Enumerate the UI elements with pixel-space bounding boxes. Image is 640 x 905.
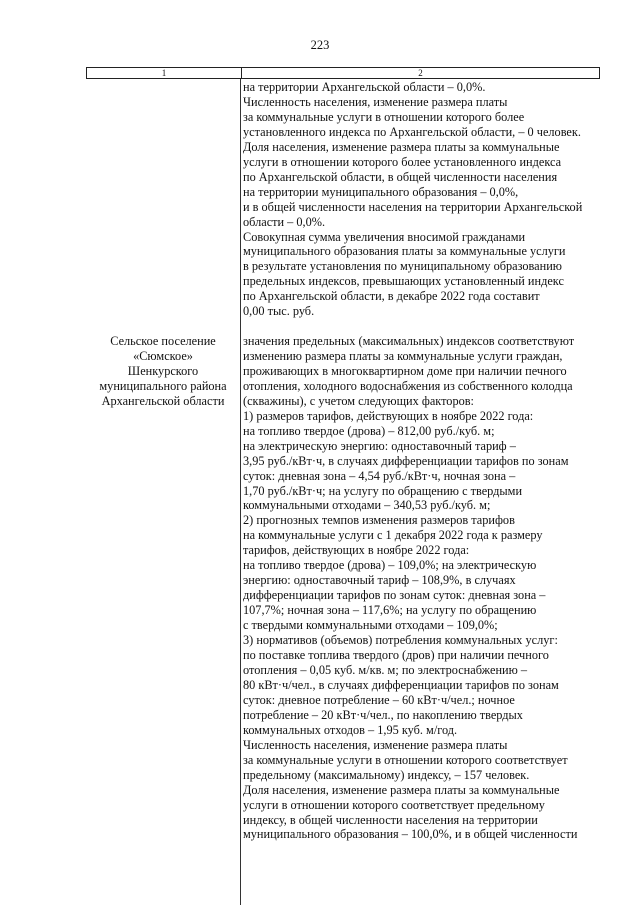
- text-line: энергию: одноставочный тариф – 108,9%, в случаях: [243, 573, 516, 588]
- text-line: тарифов, действующих в ноябре 2022 года:: [243, 543, 470, 558]
- text-line: предельных индексов, превышающих установленный индекс: [243, 274, 564, 289]
- text-line: 80 кВт·ч/чел., в случаях дифференциации тарифов по зонам: [243, 677, 559, 692]
- text-line: в результате установления по муниципальному образованию: [243, 259, 562, 274]
- text-line: 0,00 тыс. руб.: [243, 304, 315, 319]
- text-line: дифференциации тарифов по зонам суток: дневная зона –: [243, 588, 546, 603]
- column-divider: [240, 79, 241, 905]
- text-line: коммунальных отходов – 1,95 куб. м/год.: [243, 722, 458, 737]
- text-line: на территории Архангельской области – 0,0%.: [243, 80, 486, 94]
- text-line: за коммунальные услуги в отношении которого более: [243, 109, 525, 124]
- text-line: услуги в отношении которого более установленного индекса: [243, 154, 562, 169]
- text-line: муниципального района: [99, 379, 227, 394]
- text-line: «Сюмское»: [133, 349, 193, 364]
- text-line: на топливо твердое (дрова) – 812,00 руб./куб. м;: [243, 423, 495, 438]
- text-line: 1) размеров тарифов, действующих в ноябре 2022 года:: [243, 408, 534, 423]
- text-line: индексу, в общей численности населения на территории: [243, 812, 538, 827]
- text-line: с твердыми коммунальными отходами – 109,0%;: [243, 618, 498, 633]
- text-line: 1,70 руб./кВт·ч; на услугу по обращению с твердыми: [243, 483, 523, 498]
- text-line: (скважины), с учетом следующих факторов:: [243, 393, 474, 408]
- text-line: суток: дневное потребление – 60 кВт·ч/чел.; ночное: [243, 692, 515, 707]
- text-line: установленного индекса по Архангельской области, – 0 человек.: [243, 124, 581, 139]
- text-line: муниципального образования платы за коммунальные услуги: [243, 244, 566, 259]
- text-line: по Архангельской области, в декабре 2022 года составит: [243, 289, 540, 304]
- continued-text-block: [243, 80, 603, 319]
- text-line: суток: дневная зона – 4,54 руб./кВт·ч, ночная зона –: [243, 468, 516, 483]
- text-line: 3) нормативов (объемов) потребления коммунальных услуг:: [243, 633, 558, 648]
- text-line: изменению размера платы за коммунальные услуги граждан,: [243, 348, 563, 363]
- text-line: области – 0,0%.: [243, 214, 326, 229]
- text-line: предельному (максимальному) индексу, – 157 человек.: [243, 767, 530, 782]
- text-line: Архангельской области: [101, 394, 225, 409]
- index-description-block: [243, 334, 603, 842]
- text-line: на коммунальные услуги с 1 декабря 2022 года к размеру: [243, 528, 543, 543]
- text-line: отопления, холодного водоснабжения из собственного колодца: [243, 378, 573, 393]
- text-line: Шенкурского: [127, 364, 199, 379]
- municipality-name: [88, 334, 238, 409]
- text-line: Численность населения, изменение размера платы: [243, 737, 508, 752]
- text-line: 2) прогнозных темпов изменения размеров тарифов: [243, 513, 515, 528]
- text-line: проживающих в многоквартирном доме при наличии печного: [243, 363, 567, 378]
- text-line: коммунальными отходами – 340,53 руб./куб. м;: [243, 498, 491, 513]
- text-line: по поставке топлива твердого (дров) при наличии печного: [243, 648, 549, 663]
- column-header-2: 2: [418, 68, 423, 78]
- text-line: 107,7%; ночная зона – 117,6%; на услугу по обращению: [243, 603, 537, 618]
- text-line: на топливо твердое (дрова) – 109,0%; на электрическую: [243, 558, 537, 573]
- column-header-1: 1: [87, 68, 242, 78]
- text-line: Сельское поселение: [110, 334, 216, 348]
- text-line: Совокупная сумма увеличения вносимой гражданами: [243, 229, 526, 244]
- text-line: на электрическую энергию: одноставочный тариф –: [243, 438, 516, 453]
- text-line: и в общей численности населения на территории Архангельской: [243, 199, 583, 214]
- text-line: значения предельных (максимальных) индексов соответствуют: [243, 334, 575, 348]
- text-line: 3,95 руб./кВт·ч, в случаях дифференциации тарифов по зонам: [243, 453, 569, 468]
- text-line: Доля населения, изменение размера платы за коммунальные: [243, 139, 560, 154]
- table-column-header: [86, 67, 600, 79]
- text-line: за коммунальные услуги в отношении которого соответствует: [243, 752, 568, 767]
- text-line: на территории муниципального образования – 0,0%,: [243, 184, 519, 199]
- text-line: потребление – 20 кВт·ч/чел., по накоплению твердых: [243, 707, 523, 722]
- text-line: Численность населения, изменение размера платы: [243, 94, 508, 109]
- text-line: по Архангельской области, в общей численности населения: [243, 169, 558, 184]
- text-line: услуги в отношении которого соответствует предельному: [243, 797, 545, 812]
- text-line: Доля населения, изменение размера платы за коммунальные: [243, 782, 560, 797]
- text-line: муниципального образования – 100,0%, и в общей численности: [243, 827, 578, 842]
- page-number: 223: [310, 38, 330, 52]
- text-line: отопления – 0,05 куб. м/кв. м; по электроснабжению –: [243, 662, 528, 677]
